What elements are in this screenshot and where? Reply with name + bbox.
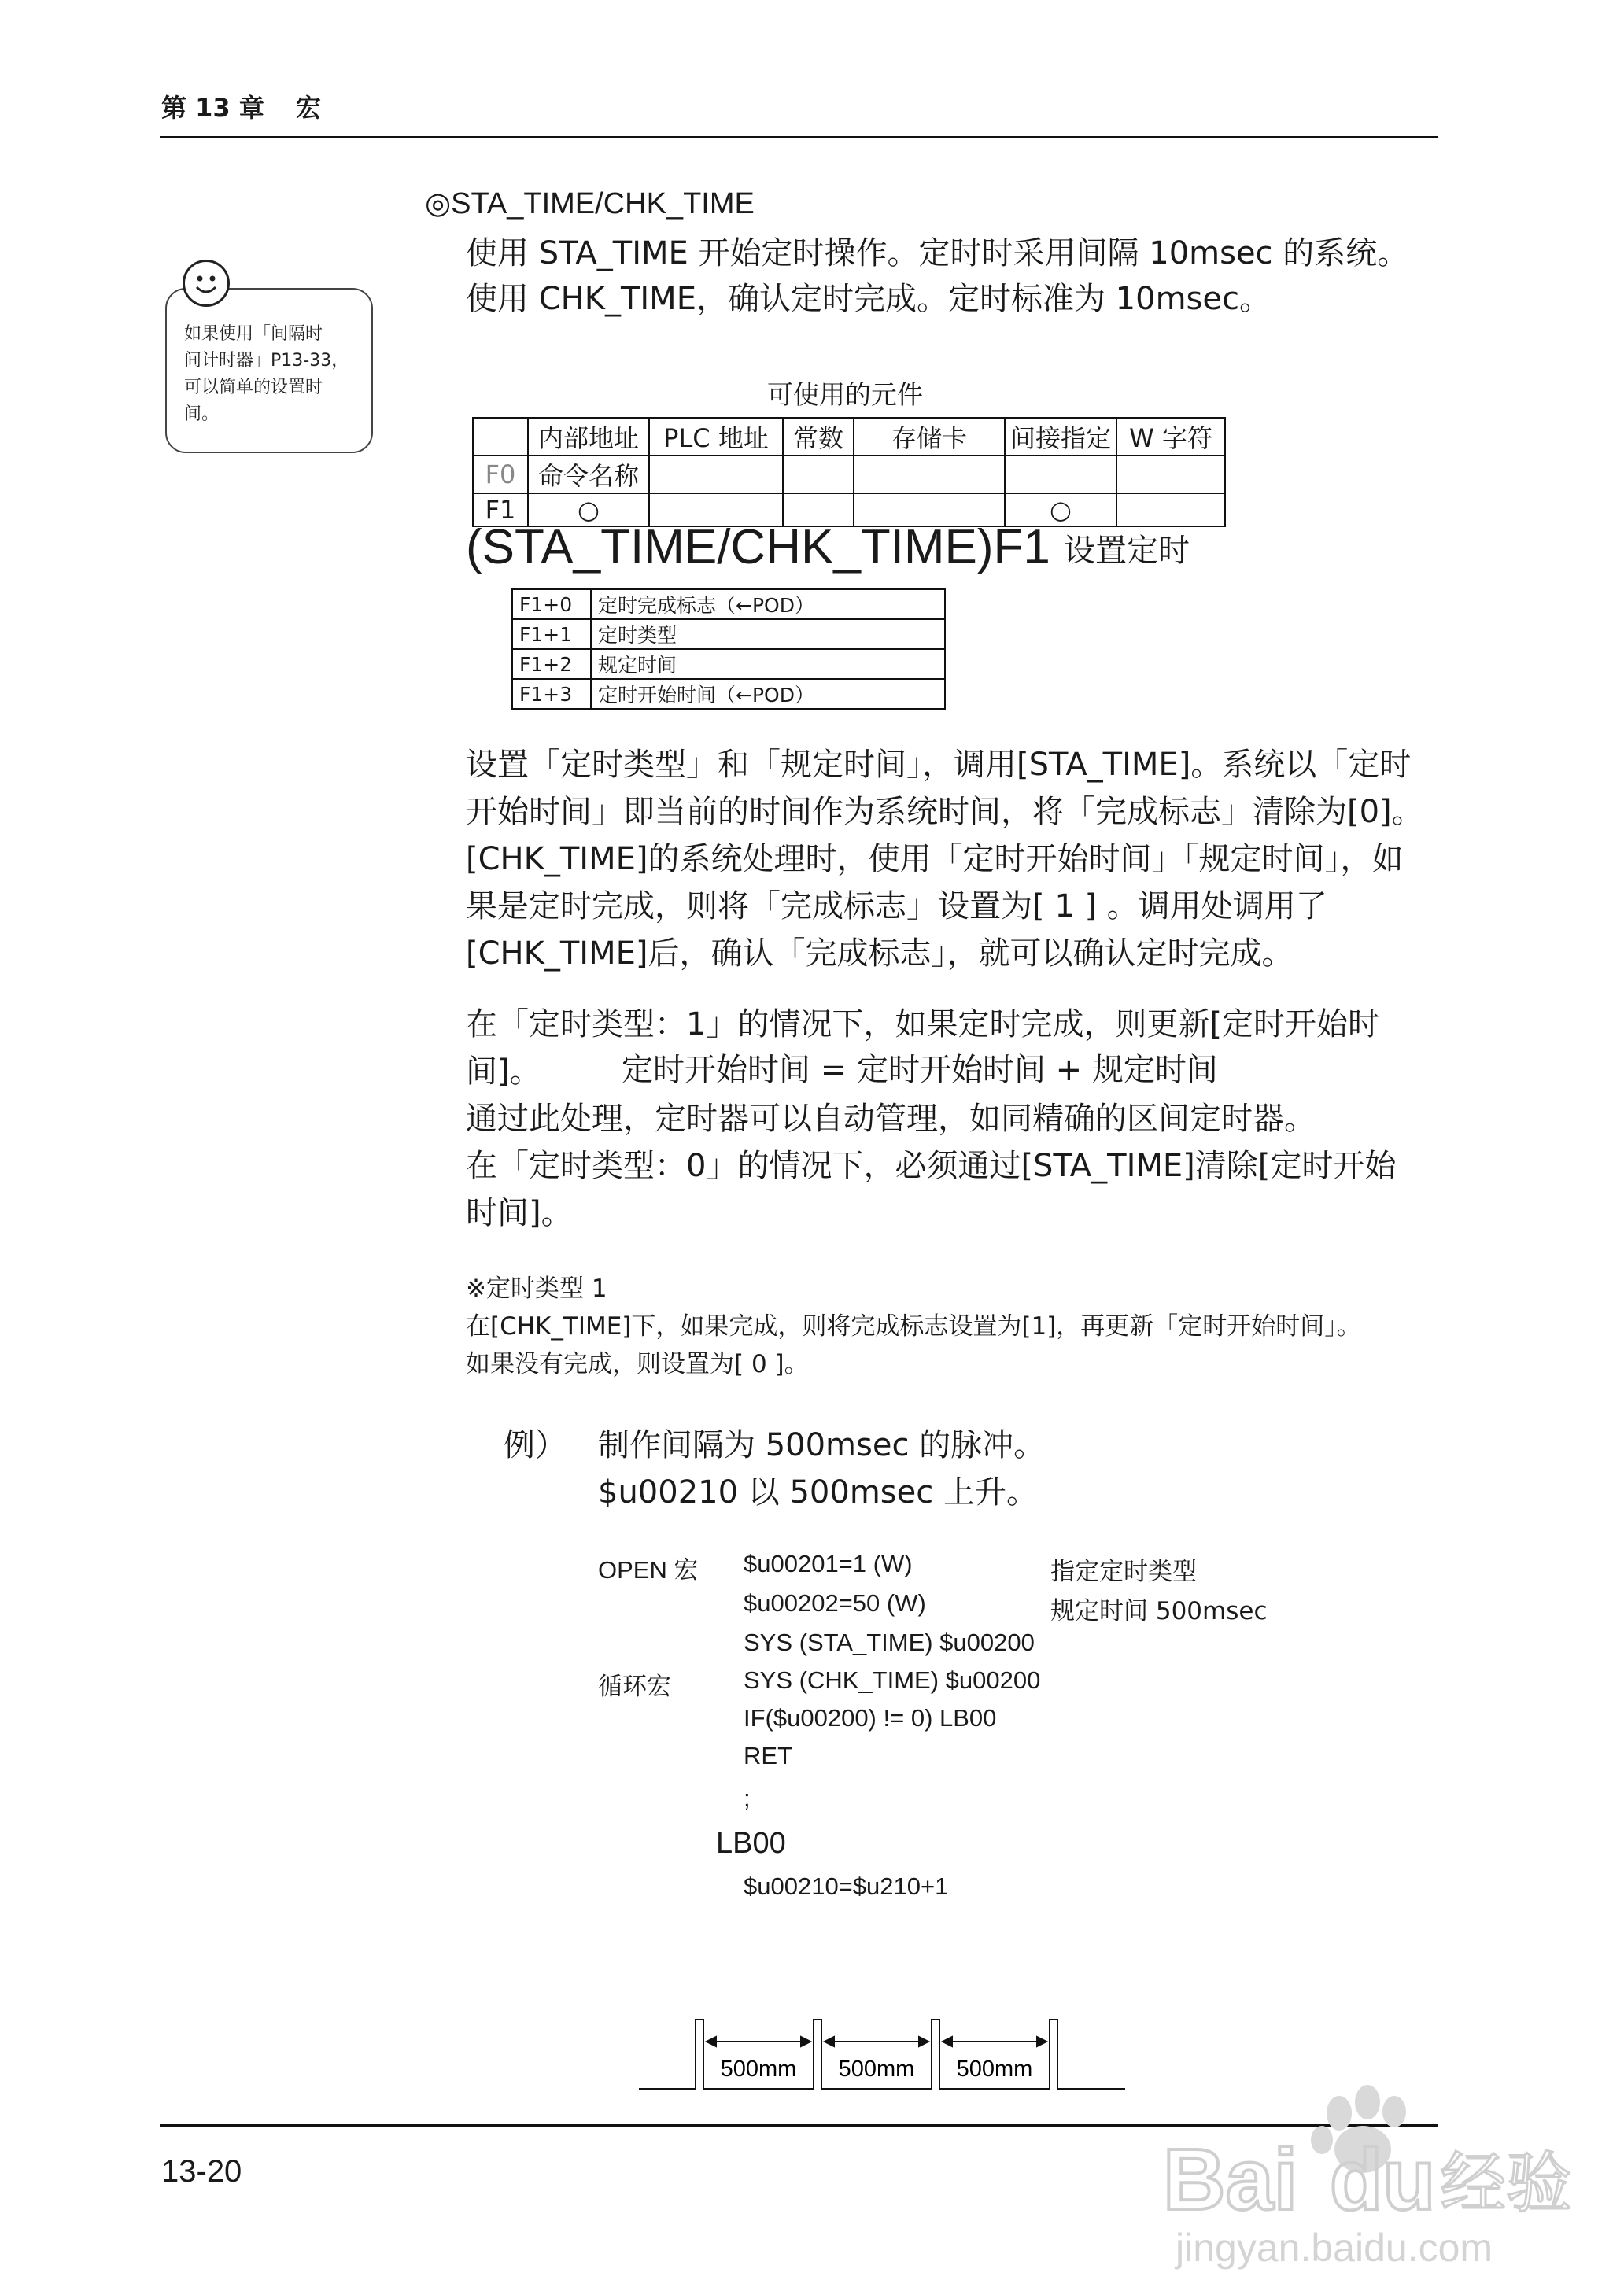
- body1-line: [CHK_TIME]的系统处理时，使用「定时开始时间」「规定时间」，如: [466, 841, 1404, 877]
- body2-line: 在「定时类型：1」的情况下，如果定时完成，则更新[定时开始时间]。: [466, 1006, 1380, 1090]
- baidu-watermark: [1157, 2068, 1597, 2272]
- code-line: $u00210=$u210+1: [744, 1872, 949, 1900]
- body1-line: 果是定时完成，则将「完成标志」设置为[ 1 ] 。调用处调用了: [466, 888, 1327, 924]
- body1-line: [CHK_TIME]后，确认「完成标志」，就可以确认定时完成。: [466, 935, 1294, 972]
- code-line: $u00201=1 (W): [744, 1550, 913, 1577]
- table-row: F1 ○ ○: [473, 493, 1225, 526]
- intro-line-1: 使用 STA_TIME 开始定时操作。定时时采用间隔 10msec 的系统。: [466, 235, 1409, 271]
- f-register-table: [511, 588, 946, 710]
- body2-line: 时间]。: [466, 1195, 573, 1231]
- code-label: LB00: [716, 1827, 786, 1860]
- intro-line-2: 使用 CHK_TIME，确认定时完成。定时标准为 10msec。: [466, 281, 1271, 317]
- table-row: F1+3 定时开始时间（←POD）: [512, 679, 945, 709]
- command-description: 设置定时: [1064, 533, 1190, 569]
- footnote-line: 在[CHK_TIME]下，如果完成，则将完成标志设置为[1]，再更新「定时开始时间」。: [466, 1312, 1361, 1341]
- table-row: F1+1 定时类型: [512, 619, 945, 649]
- header-rule: [160, 136, 1438, 138]
- chapter-number: 第 13 章: [161, 93, 264, 123]
- code-line: RET: [744, 1742, 792, 1769]
- section-title: ◎STA_TIME/CHK_TIME: [425, 187, 755, 220]
- code-line: ;: [744, 1784, 751, 1812]
- code-comment: 规定时间 500msec: [1050, 1597, 1268, 1625]
- formula: 定时开始时间 = 定时开始时间 + 规定时间: [622, 1052, 1218, 1088]
- code-line: SYS (CHK_TIME) $u00200: [744, 1666, 1041, 1694]
- availability-caption: 可使用的元件: [767, 379, 923, 410]
- interval-label: 500mm: [720, 2057, 797, 2082]
- code-line: SYS (STA_TIME) $u00200: [744, 1629, 1035, 1656]
- body1-line: 设置「定时类型」和「规定时间」，调用[STA_TIME]。系统以「定时: [466, 747, 1412, 783]
- smiley-icon: [183, 260, 230, 307]
- body1-line: 开始时间」即当前的时间作为系统时间，将「完成标志」清除为[0]。: [466, 794, 1423, 830]
- open-macro-label: OPEN 宏: [598, 1556, 699, 1584]
- example-line: 制作间隔为 500msec 的脉冲。: [598, 1427, 1046, 1463]
- footnote-title: ※定时类型 1: [466, 1275, 607, 1303]
- chapter-title: 宏: [295, 93, 321, 123]
- timing-diagram: [639, 2010, 1142, 2097]
- code-line: IF($u00200) != 0) LB00: [744, 1704, 997, 1732]
- example-label: 例）: [504, 1427, 567, 1463]
- code-line: $u00202=50 (W): [744, 1589, 926, 1617]
- interval-label: 500mm: [838, 2057, 915, 2082]
- body2-line: 通过此处理，定时器可以自动管理，如同精确的区间定时器。: [466, 1101, 1316, 1137]
- table-header-row: 内部地址 PLC 地址 常数 存储卡 间接指定 W 字符: [473, 418, 1225, 456]
- table-row: F1+2 规定时间: [512, 649, 945, 679]
- side-note-text: 如果使用「间隔时 间计时器」P13-33， 可以简单的设置时 间。: [184, 324, 349, 424]
- command-name: (STA_TIME/CHK_TIME)F1: [466, 520, 1050, 574]
- example-line: $u00210 以 500msec 上升。: [598, 1474, 1038, 1511]
- watermark-brand: Bai: [1163, 2131, 1298, 2228]
- availability-table: [472, 417, 1226, 527]
- interval-label: 500mm: [956, 2057, 1033, 2082]
- code-comment: 指定定时类型: [1050, 1558, 1197, 1586]
- body2-line: 在「定时类型：0」的情况下，必须通过[STA_TIME]清除[定时开始: [466, 1148, 1397, 1184]
- chapter-header: [161, 88, 321, 124]
- watermark-brand-2: du: [1330, 2131, 1436, 2228]
- table-row: F0 命令名称: [473, 456, 1225, 493]
- watermark-cn: 经验: [1440, 2145, 1573, 2222]
- footnote-line: 如果没有完成，则设置为[ 0 ]。: [466, 1350, 809, 1378]
- page-number: 13-20: [161, 2154, 242, 2189]
- watermark-url: jingyan.baidu.com: [1176, 2226, 1493, 2270]
- loop-macro-label: 循环宏: [598, 1673, 671, 1700]
- table-row: F1+0 定时完成标志（←POD）: [512, 589, 945, 619]
